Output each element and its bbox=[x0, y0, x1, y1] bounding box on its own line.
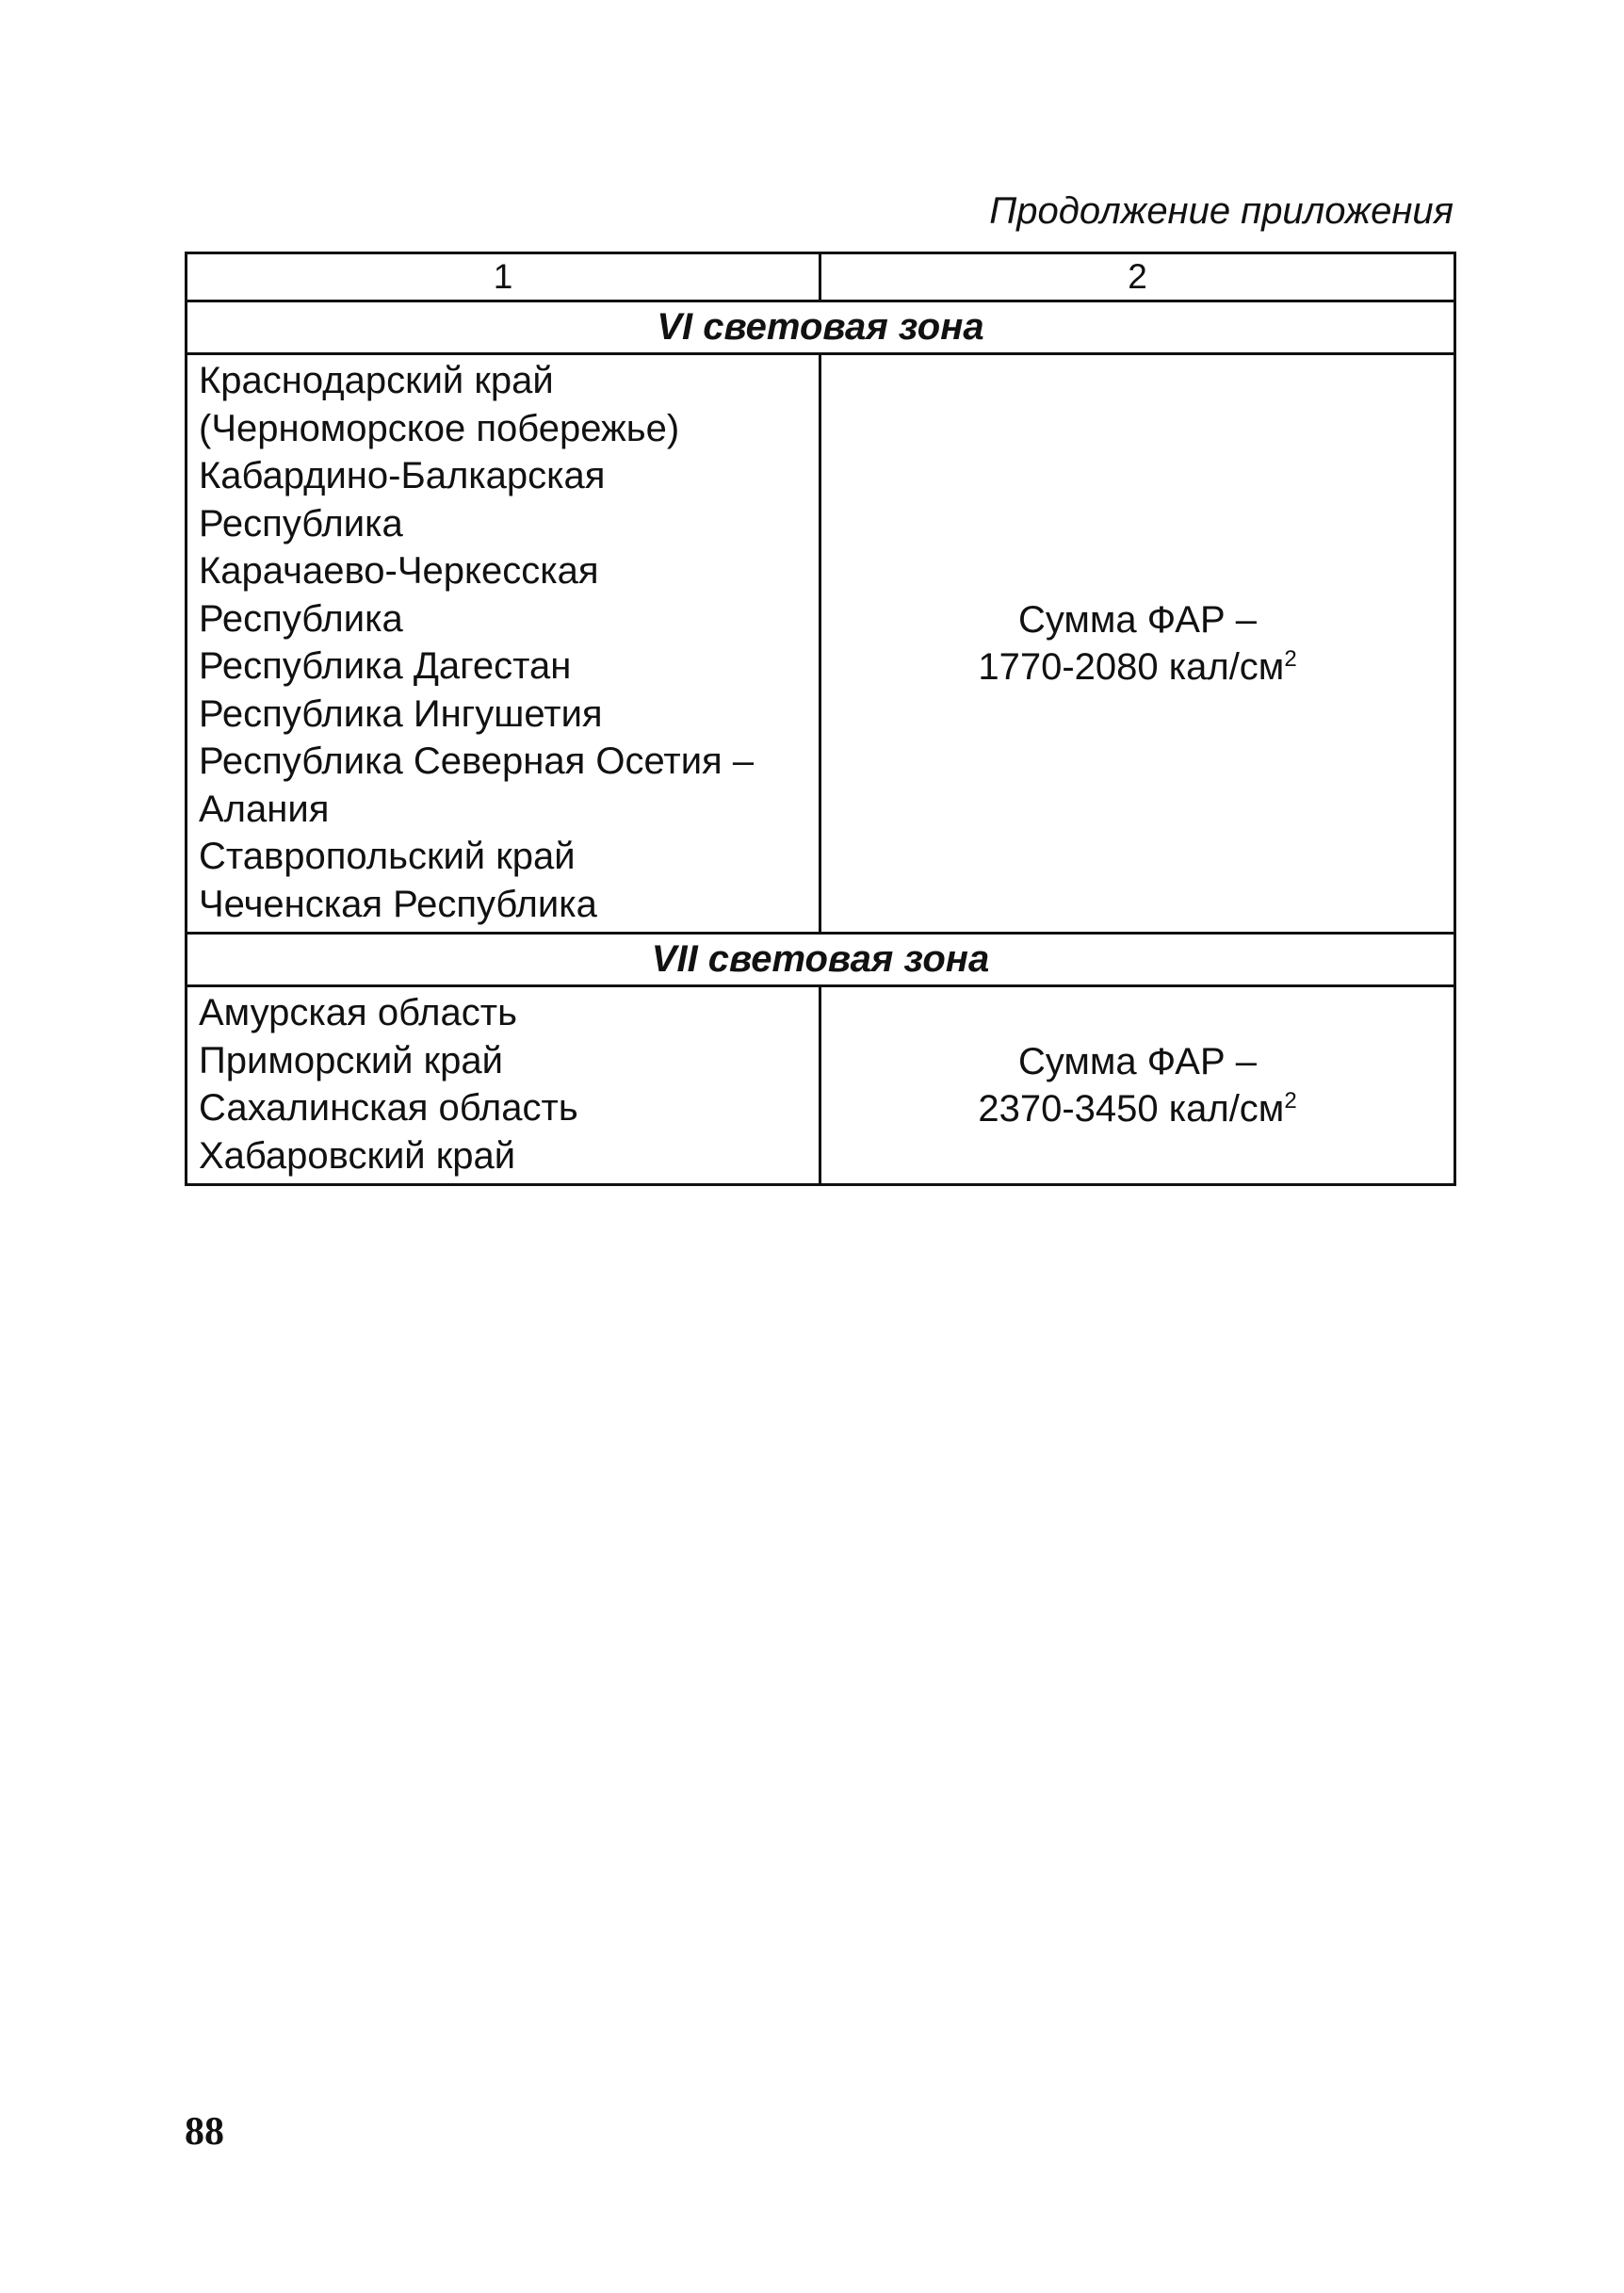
region-item: Чеченская Республика bbox=[199, 883, 597, 925]
region-item: Алания bbox=[199, 788, 330, 830]
region-item: Ставропольский край bbox=[199, 836, 576, 877]
region-item: Кабардино-Балкарская bbox=[199, 455, 606, 496]
region-item: Приморский край bbox=[199, 1039, 503, 1081]
par-range: 1770-2080 кал/см bbox=[978, 646, 1285, 688]
par-value-cell bbox=[820, 354, 1455, 934]
region-item: Республика Дагестан bbox=[199, 645, 572, 687]
zone-title: VII световая зона bbox=[187, 934, 1455, 986]
region-item: Республика bbox=[199, 597, 403, 640]
zone-content-row bbox=[187, 986, 1455, 1185]
column-number-1: 1 bbox=[187, 253, 820, 301]
region-item: Республика Северная Осетия – bbox=[199, 740, 755, 782]
par-range: 2370-3450 кал/см bbox=[978, 1088, 1285, 1130]
light-zones-table bbox=[185, 252, 1456, 1186]
par-value bbox=[821, 643, 1453, 691]
zone-header-row bbox=[187, 301, 1455, 354]
unit-exponent: 2 bbox=[1284, 1088, 1297, 1114]
continuation-caption: Продолжение приложения bbox=[989, 190, 1453, 232]
region-item: Хабаровский край bbox=[199, 1134, 516, 1177]
column-number-2: 2 bbox=[820, 253, 1455, 301]
region-item: Республика Ингушетия bbox=[199, 692, 603, 735]
region-item: Краснодарский край bbox=[199, 360, 554, 401]
page-number: 88 bbox=[185, 2110, 224, 2154]
par-label: Сумма ФАР – bbox=[1017, 1041, 1258, 1082]
regions-cell bbox=[187, 986, 820, 1185]
par-label: Сумма ФАР – bbox=[1017, 599, 1258, 641]
par-value-cell bbox=[820, 986, 1455, 1185]
region-item: (Черноморское побережье) bbox=[199, 407, 680, 449]
column-number-row bbox=[187, 253, 1455, 301]
unit-exponent: 2 bbox=[1284, 646, 1297, 672]
region-item: Сахалинская область bbox=[199, 1087, 578, 1129]
region-item: Республика bbox=[199, 502, 403, 545]
zone-header-row bbox=[187, 934, 1455, 986]
regions-cell bbox=[187, 354, 820, 934]
region-item: Карачаево-Черкесская bbox=[199, 550, 599, 592]
region-item: Амурская область bbox=[199, 992, 517, 1033]
zone-content-row bbox=[187, 354, 1455, 934]
par-value bbox=[821, 1085, 1453, 1132]
zone-title: VI световая зона bbox=[187, 301, 1455, 354]
